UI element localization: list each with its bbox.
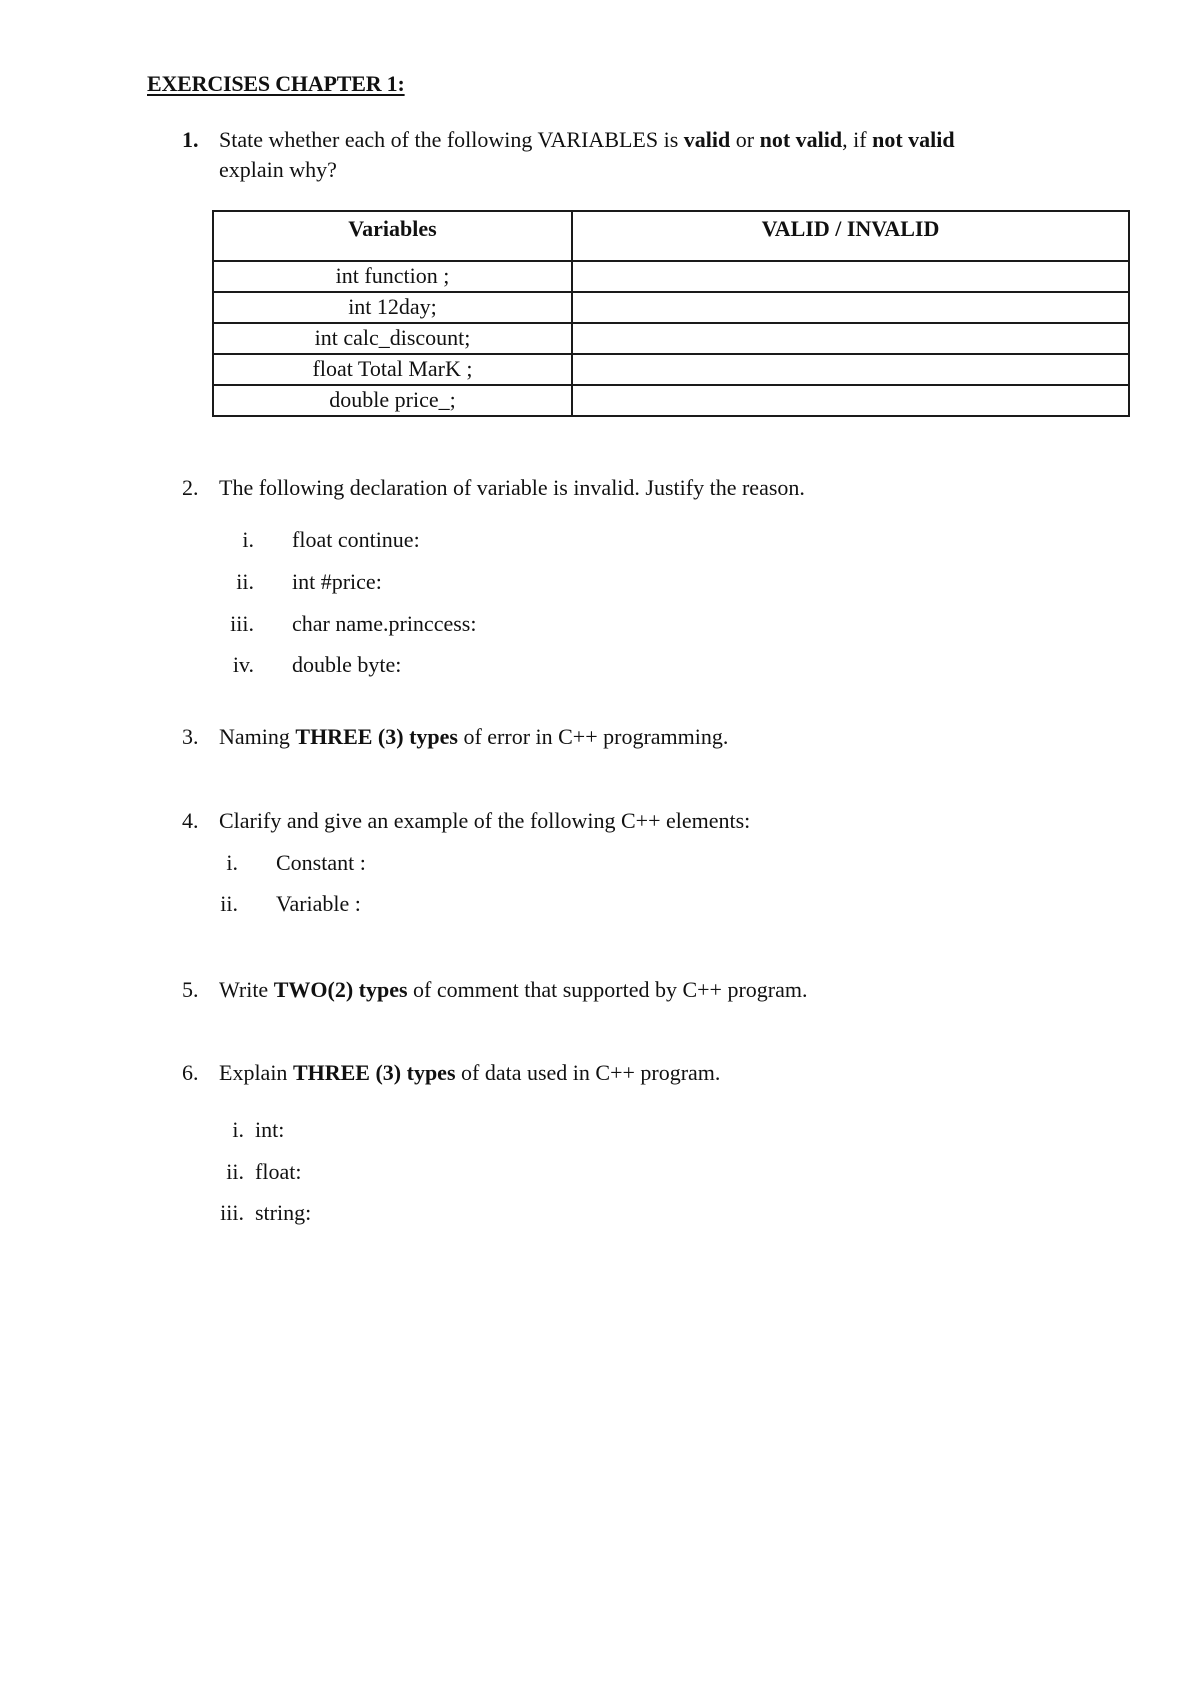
table-row xyxy=(213,292,1129,323)
table-row xyxy=(213,323,1129,354)
question-text-part: Explain xyxy=(219,1060,293,1085)
page-title: EXERCISES CHAPTER 1: xyxy=(147,71,405,96)
list-item: float continue: xyxy=(292,527,420,552)
list-item: int: xyxy=(255,1117,285,1142)
table-cell-answer[interactable] xyxy=(572,292,1129,323)
list-marker: iv. xyxy=(232,652,254,677)
question-text-part: State whether each of the following VARIABLES is xyxy=(219,127,684,152)
list-marker: iii. xyxy=(230,611,254,636)
variables-table xyxy=(212,210,1130,417)
question-text: Clarify and give an example of the following C++ elements: xyxy=(219,808,751,833)
emphasis-count: THREE (3) types xyxy=(292,1060,456,1085)
emphasis-not-valid: not valid xyxy=(872,127,955,152)
emphasis-count: TWO(2) types xyxy=(273,977,408,1002)
question-text xyxy=(219,975,808,1005)
question-number: 5. xyxy=(182,977,199,1002)
table-cell-answer[interactable] xyxy=(572,385,1129,416)
table-header-variables: Variables xyxy=(213,211,572,261)
question-text-part: , if xyxy=(842,127,873,152)
question-text-part: of data used in C++ program. xyxy=(455,1060,721,1085)
question-text xyxy=(219,125,955,155)
question-text xyxy=(219,1058,720,1088)
list-item: Constant : xyxy=(276,850,366,875)
list-item: double byte: xyxy=(292,652,402,677)
table-cell-variable: double price_; xyxy=(213,385,572,416)
list-marker: i. xyxy=(232,1117,244,1142)
table-cell-answer[interactable] xyxy=(572,261,1129,292)
emphasis-count: THREE (3) types xyxy=(295,724,458,749)
list-marker: i. xyxy=(226,850,238,875)
question-number: 1. xyxy=(182,127,199,152)
question-number: 4. xyxy=(182,808,199,833)
table-cell-answer[interactable] xyxy=(572,354,1129,385)
question-text-part: Write xyxy=(219,977,274,1002)
question-text-line-2: explain why? xyxy=(219,157,337,182)
list-marker: ii. xyxy=(220,891,238,916)
table-row xyxy=(213,385,1129,416)
table-header-valid-invalid: VALID / INVALID xyxy=(572,211,1129,261)
question-text-part: or xyxy=(730,127,760,152)
list-marker: ii. xyxy=(226,1159,244,1184)
table-cell-variable: int 12day; xyxy=(213,292,572,323)
emphasis-valid: valid xyxy=(683,127,731,152)
table-header-row xyxy=(213,211,1129,261)
question-text-part: of comment that supported by C++ program. xyxy=(407,977,808,1002)
list-item: float: xyxy=(255,1159,302,1184)
question-text-part: of error in C++ programming. xyxy=(457,724,729,749)
list-item: string: xyxy=(255,1200,312,1225)
list-item: Variable : xyxy=(276,891,361,916)
table-cell-variable: int function ; xyxy=(213,261,572,292)
emphasis-not-valid: not valid xyxy=(759,127,843,152)
question-number: 6. xyxy=(182,1060,199,1085)
list-marker: i. xyxy=(242,527,254,552)
question-text xyxy=(219,722,728,752)
question-number: 3. xyxy=(182,724,199,749)
table-row xyxy=(213,261,1129,292)
question-text-part: Naming xyxy=(219,724,296,749)
table-cell-answer[interactable] xyxy=(572,323,1129,354)
question-number: 2. xyxy=(182,475,199,500)
question-text: The following declaration of variable is invalid. Justify the reason. xyxy=(219,475,805,500)
list-marker: iii. xyxy=(220,1200,244,1225)
table-row xyxy=(213,354,1129,385)
list-marker: ii. xyxy=(236,569,254,594)
list-item: char name.princcess: xyxy=(292,611,477,636)
table-cell-variable: float Total MarK ; xyxy=(213,354,572,385)
list-item: int #price: xyxy=(292,569,382,594)
table-cell-variable: int calc_discount; xyxy=(213,323,572,354)
